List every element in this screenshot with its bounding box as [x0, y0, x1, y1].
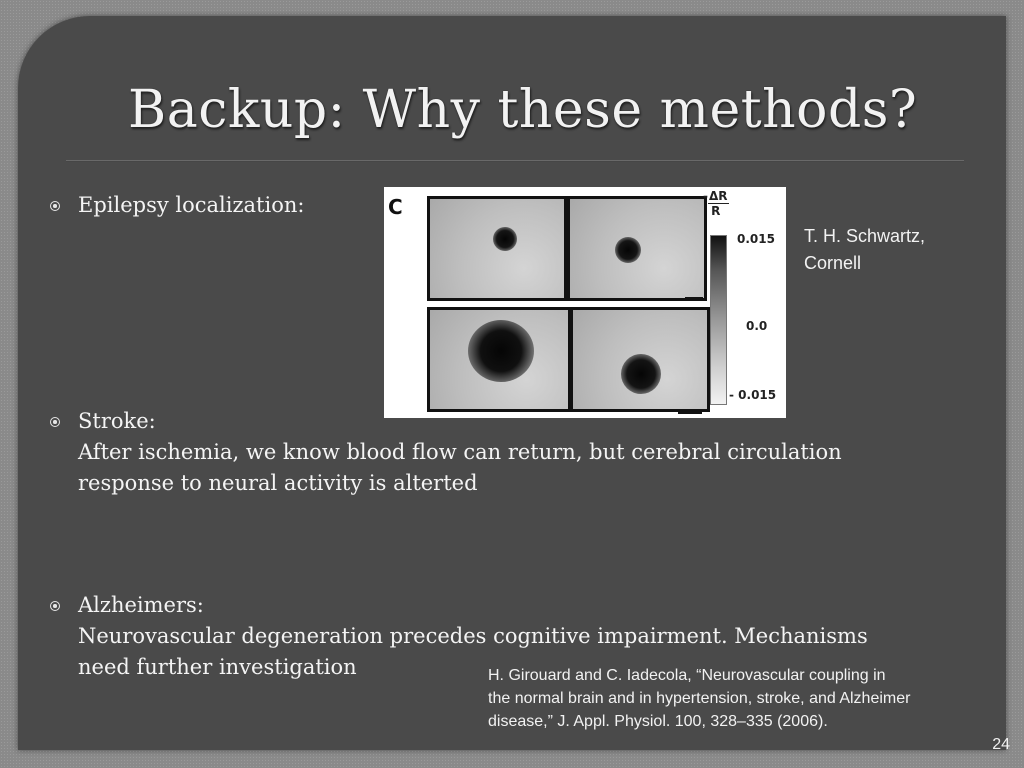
reference-citation: H. Girouard and C. Iadecola, “Neurovascular coupling in the normal brain and in hypertension, stroke, and Alzheimer disease,” J. Appl. Physiol. 100, 328–335 (2006).: [488, 667, 911, 730]
scale-bar: [685, 297, 703, 301]
image-panel-4: [570, 307, 710, 412]
colorbar: [710, 235, 727, 405]
colorbar-max-label: 0.015: [737, 232, 775, 246]
colorbar-min-label: - 0.015: [729, 388, 777, 402]
bullet-heading: Epilepsy localization:: [78, 193, 305, 217]
image-panel-2: [567, 196, 707, 301]
slide-title: Backup: Why these methods?: [128, 80, 918, 140]
circle-bullet-icon: [50, 201, 60, 211]
bullet-text-line: Neurovascular degeneration precedes cognitive impairment. Mechanisms: [78, 624, 868, 648]
bullet-stroke: [48, 406, 928, 499]
bullet-text-line: response to neural activity is alterted: [78, 471, 478, 495]
bullet-heading: Alzheimers:: [78, 593, 204, 617]
figure-panel-letter: C: [388, 195, 403, 219]
image-panel-1: [427, 196, 567, 301]
bullet-text-line: After ischemia, we know blood flow can return, but cerebral circulation: [78, 440, 842, 464]
page-number: 24: [992, 736, 1010, 753]
bullet-text-line: need further investigation: [78, 655, 357, 679]
circle-bullet-icon: [50, 601, 60, 611]
imaging-figure: [384, 187, 786, 418]
image-panel-3: [427, 307, 571, 412]
colorbar-title: -ΔR R: [703, 189, 728, 218]
colorbar-mid-label: 0.0: [746, 319, 768, 333]
image-credit: T. H. Schwartz, Cornell: [804, 226, 926, 273]
circle-bullet-icon: [50, 417, 60, 427]
title-divider: [66, 160, 964, 162]
bullet-heading: Stroke:: [78, 409, 156, 433]
